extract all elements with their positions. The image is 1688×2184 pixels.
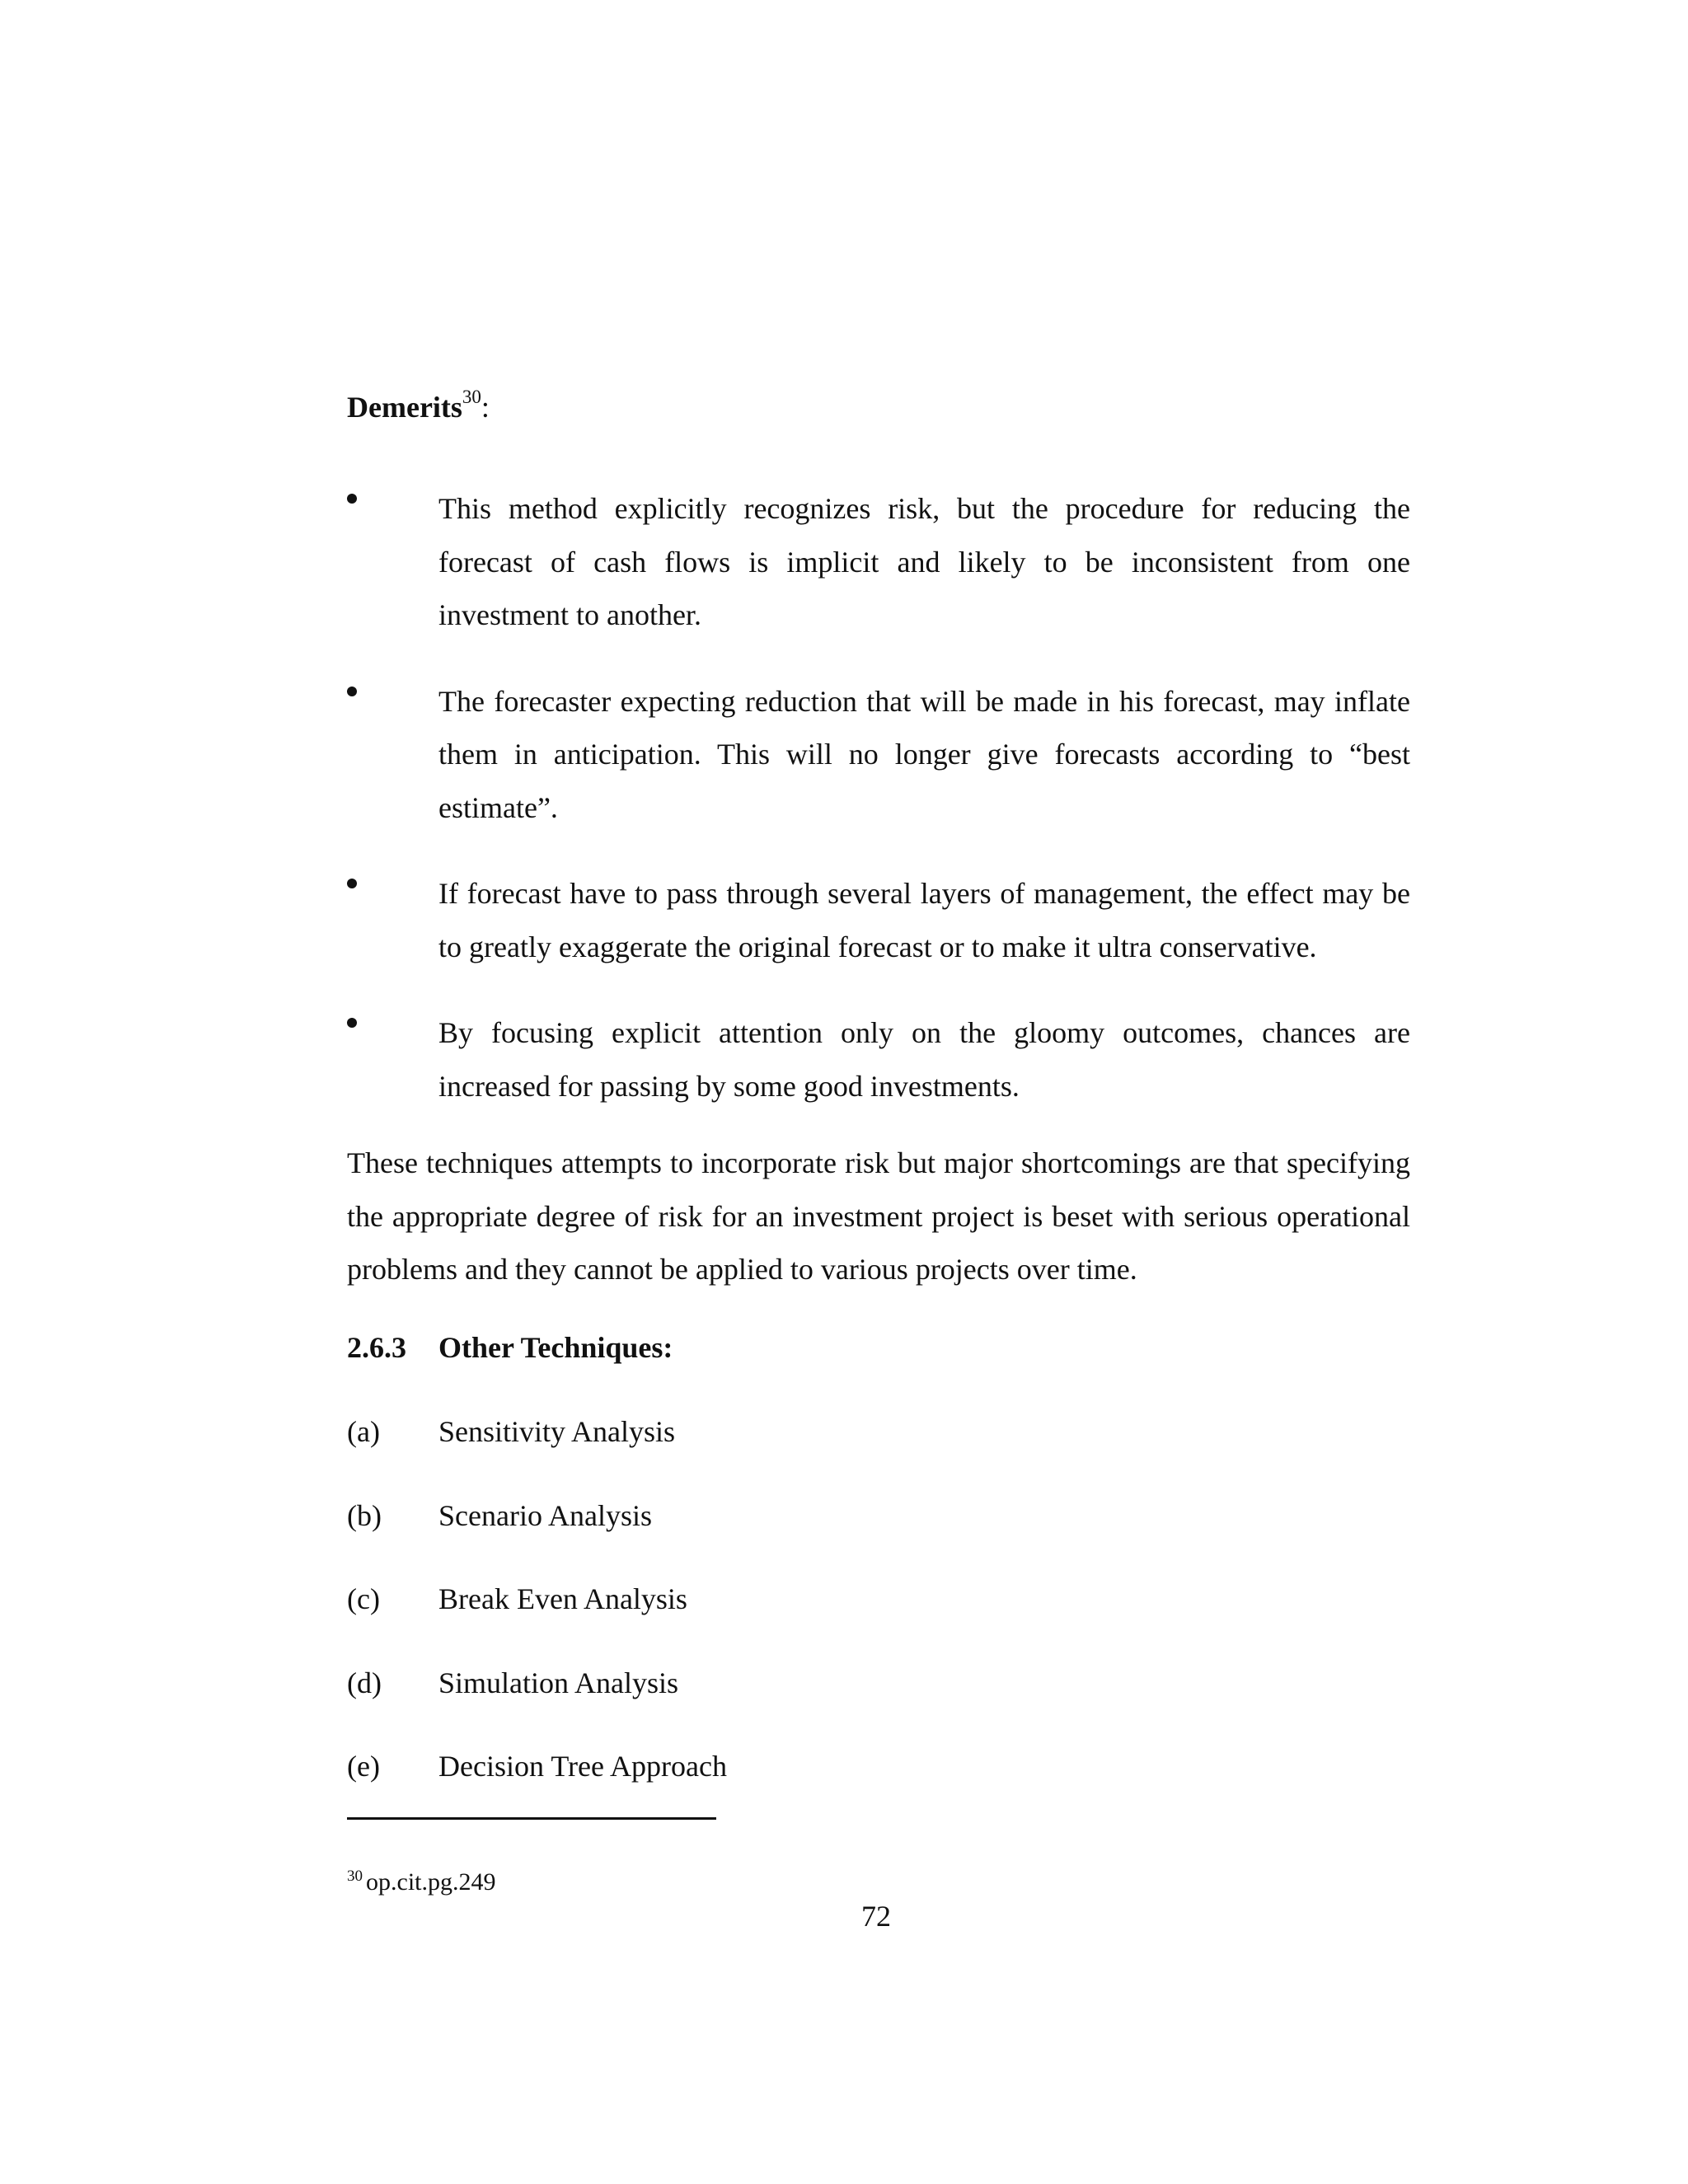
list-item-label: (d) [347, 1666, 382, 1699]
bullet-item [347, 1006, 1410, 1113]
section-heading [347, 1330, 673, 1366]
list-item-label: (e) [347, 1750, 380, 1783]
list-item-text: Break Even Analysis [438, 1582, 687, 1615]
bullet-item [347, 482, 1410, 642]
bullet-item [347, 867, 1410, 973]
list-item-label: (a) [347, 1415, 380, 1448]
footnote-divider [347, 1817, 716, 1820]
footnote-text: op.cit.pg.249 [366, 1868, 496, 1896]
section-title: Other Techniques: [438, 1331, 673, 1364]
list-item-label: (c) [347, 1582, 380, 1615]
bullet-text: The forecaster expecting reduction that will be made in his forecast, may inflate them in anticipation. This will no longer give forecasts according to “best estimate”. [438, 684, 1410, 824]
list-item [347, 1498, 727, 1582]
list-item [347, 1749, 727, 1833]
bullet-text: If forecast have to pass through several layers of management, the effect may be to greatly exaggerate the original forecast or to make it ultra conservative. [438, 877, 1410, 963]
heading-footnote-ref: 30 [462, 387, 481, 407]
bullet-icon [347, 494, 357, 504]
techniques-list [347, 1414, 727, 1833]
section-number: 2.6.3 [347, 1331, 406, 1364]
demerits-bullet-list [347, 482, 1410, 1146]
bullet-text: This method explicitly recognizes risk, but the procedure for reducing the forecast of cash flows is implicit and likely to be inconsistent from one investment to another. [438, 492, 1410, 631]
body-paragraph: These techniques attempts to incorporate risk but major shortcomings are that specifying the appropriate degree of risk for an investment project is beset with serious operational problems and they cannot be applied to various projects over time. [347, 1146, 1410, 1286]
list-item [347, 1414, 727, 1498]
bullet-item [347, 675, 1410, 835]
bullet-icon [347, 1018, 357, 1028]
list-item [347, 1666, 727, 1750]
footnote-ref: 30 [347, 1868, 363, 1885]
list-item-text: Decision Tree Approach [438, 1750, 727, 1783]
list-item-text: Simulation Analysis [438, 1666, 679, 1699]
page-number: 72 [861, 1900, 891, 1933]
bullet-icon [347, 879, 357, 888]
list-item [347, 1582, 727, 1666]
list-item-text: Sensitivity Analysis [438, 1415, 676, 1448]
bullet-text: By focusing explicit attention only on the gloomy outcomes, chances are increased for passing by some good investments. [438, 1016, 1410, 1103]
list-item-text: Scenario Analysis [438, 1498, 652, 1532]
heading-colon: : [481, 391, 490, 424]
heading-text: Demerits [347, 391, 462, 424]
footnote [347, 1868, 496, 1897]
demerits-heading [347, 387, 490, 424]
list-item-label: (b) [347, 1498, 382, 1532]
bullet-icon [347, 687, 357, 696]
